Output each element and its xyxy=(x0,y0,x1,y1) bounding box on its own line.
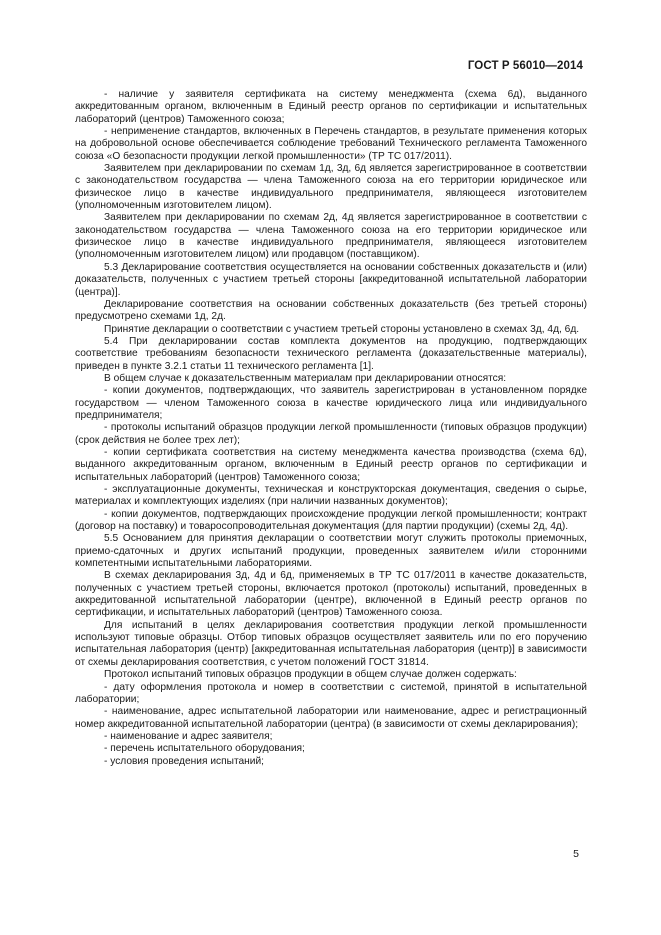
paragraph: Заявителем при декларировании по схемам 2д, 4д является зарегистрированное в соответствии с законодательством государства — члена Таможенного союза на его территории юридическое или физическое лицо в качестве индивидуального предпринимателя, являющееся изготовителем (уполномоченным изготовителем лицом) или продавцом (поставщиком). xyxy=(75,212,587,261)
paragraph: Для испытаний в целях декларирования соответствия продукции легкой промышленности используют типовые образцы. Отбор типовых образцов осуществляет заявитель или по его поручению испытательная лаборатория (центр) [аккредитованная испытательная лаборатория (центр)] в зависимости от схемы декларирования соответствия, с учетом положений ГОСТ 31814. xyxy=(75,619,587,668)
paragraph: Протокол испытаний типовых образцов продукции в общем случае должен содержать: xyxy=(104,669,517,681)
paragraph: - перечень испытательного оборудования; xyxy=(104,743,305,755)
paragraph: В общем случае к доказательственным материалам при декларировании относятся: xyxy=(104,372,507,384)
paragraph: В схемах декларирования 3д, 4д и 6д, применяемых в ТР ТС 017/2011 в качестве доказательств, полученных с участием третьей стороны, включается протокол (протоколы) испытаний, проведенных в аккредитованной испытательной лаборатории (центре), включенной в Единый реестр органов по сертификации, и испытательных лабораторий (центров) Таможенного союза. xyxy=(75,570,587,619)
paragraph: - неприменение стандартов, включенных в Перечень стандартов, в результате применения которых на добровольной основе обеспечивается соблюдение требований Технического регламента Таможенного союза «О безопасности продукции легкой промышленности» (ТР ТС 017/2011). xyxy=(75,126,587,162)
paragraph: 5.4 При декларировании состав комплекта документов на продукцию, подтверждающих соответствие требованиям безопасности технического регламента (доказательственные материалы), приведен в пункте 3.2.1 статьи 11 технического регламента [1]. xyxy=(75,335,587,372)
paragraph: - протоколы испытаний образцов продукции легкой промышленности (типовых образцов продукции) (срок действия не более трех лет); xyxy=(75,422,587,446)
paragraph: Декларирование соответствия на основании собственных доказательств (без третьей стороны) предусмотрено схемами 1д, 2д. xyxy=(75,298,587,323)
paragraph: - копии сертификата соответствия на систему менеджмента качества производства (схема 6д), выданного аккредитованным органом, включенным в Единый реестр органов по сертификации и испытательных лабораторий (центров) Таможенного союза; xyxy=(75,446,587,483)
paragraph: Заявителем при декларировании по схемам 1д, 3д, 6д является зарегистрированное в соответствии с законодательством государства — члена Таможенного союза на его территории юридическое или физическое лицо в качестве индивидуального предпринимателя, являющееся изготовителем (уполномоченным изготовителем лицом). xyxy=(75,163,587,212)
paragraph: 5.3 Декларирование соответствия осуществляется на основании собственных доказательств и (или) доказательств, полученных с участием третьей стороны [аккредитованной испытательной лаборатории (центра)]. xyxy=(75,261,587,298)
paragraph: - наименование, адрес испытательной лаборатории или наименование, адрес и регистрационный номер аккредитованной испытательной лаборатории (центра) (в зависимости от схемы декларирования); xyxy=(75,706,587,730)
paragraph: - копии документов, подтверждающих, что заявитель зарегистрирован в установленном порядке государством — членом Таможенного союза в качестве юридического лица или индивидуального предпринимателя; xyxy=(75,385,587,421)
paragraph: - наименование и адрес заявителя; xyxy=(104,730,273,742)
paragraph: - наличие у заявителя сертификата на систему менеджмента (схема 6д), выданного аккредитованным органом, включенным в Единый реестр органов по сертификации и испытательных лабораторий (центров) Таможенного союза; xyxy=(75,89,587,125)
standard-header: ГОСТ Р 56010—2014 xyxy=(467,60,583,72)
paragraph: - копии документов, подтверждающих происхождение продукции легкой промышленности; контракт (договор на поставку) и товаросопроводительная документация (для партии продукции) (схемы 2д, 4д). xyxy=(75,508,587,533)
paragraph: 5.5 Основанием для принятия декларации о соответствии могут служить протоколы приемочных, приемо-сдаточных и других испытаний продукции, проведенных заявителем и/или сторонними компетентными испытательными лабораториями. xyxy=(75,533,587,570)
paragraph: - эксплуатационные документы, техническая и конструкторская документация, сведения о сырье, материалах и комплектующих изделиях (при наличии названных документов); xyxy=(75,484,587,508)
page-number: 5 xyxy=(573,848,579,860)
paragraph: - дату оформления протокола и номер в соответствии с системой, принятой в испытательной лаборатории; xyxy=(75,681,587,705)
paragraph: Принятие декларации о соответствии с участием третьей стороны установлено в схемах 3д, 4д, 6д. xyxy=(104,323,580,335)
document-body xyxy=(75,89,587,768)
paragraph: - условия проведения испытаний; xyxy=(104,755,265,767)
